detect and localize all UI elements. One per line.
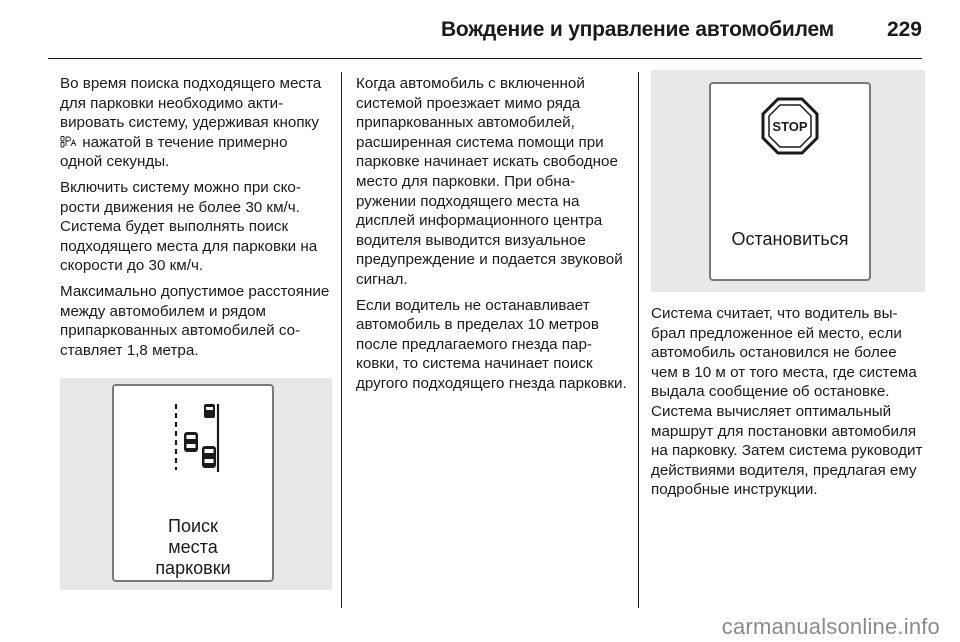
paragraph-search-process: Когда автомобиль с включенной системой проезжает мимо ряда припаркованных автомобилей, расширенная система помощи при парковке начинает искать свободное место для парковки. При обнаружении подходящего места на дисплей информационного центра водителя выводится визуальное предупреждение и подается звуковой сигнал. [356, 75, 623, 288]
header-divider [48, 58, 922, 59]
column-divider-2 [638, 72, 639, 608]
column-2 [356, 74, 628, 400]
figure-stop [651, 70, 925, 292]
watermark: carmanualsonline.info [721, 614, 940, 639]
paragraph-next-slot: Если водитель не останавливает автомобиль в пределах 10 метров после предлагаемого гнезда парковки, то система начинает поиск другого подходящего гнезда парковки. [356, 296, 627, 392]
display-panel-stop [709, 82, 871, 281]
panel-label-stop: Остановиться [731, 229, 849, 249]
column-divider-1 [341, 72, 342, 608]
section-title: Вождение и управление автомобилем [440, 18, 834, 41]
parking-assist-button-icon [60, 135, 78, 148]
parking-search-icon [164, 402, 228, 474]
figure-parking-search [60, 378, 332, 590]
stop-sign-text: STOP [772, 119, 808, 134]
paragraph-activation: Во время поиска подходящего места для парковки необходимо активировать систему, удерживая кнопку нажатой в течение примерно одной секунды. [60, 75, 322, 171]
paragraph-speed: Включить систему можно при скорости движения не более 30 км/ч. Система будет выполнять поиск подходящего места для парковки на скорости до 30 км/ч. [60, 178, 318, 275]
paragraph-distance: Максимально допустимое расстояние между автомобилем и рядом припаркованных автомобилей составляет 1,8 метра. [60, 282, 330, 359]
stop-sign-icon [760, 96, 820, 156]
page-header [0, 0, 960, 62]
display-panel-search [112, 384, 274, 582]
page-number: 229 [886, 18, 922, 41]
paragraph-route: Система считает, что водитель выбрал предложенное ей место, если автомобиль остановился не более чем в 10 м от того места, где система выдала сообщение об остановке. Система вычисляет оптимальный маршрут для постановки автомобиля на парковку. Затем система руководит действиями водителя, предлагая ему подробные инструкции. [651, 305, 923, 499]
column-1 [60, 74, 332, 402]
column-3 [651, 304, 925, 506]
panel-label-search: Поиск места парковки [155, 516, 231, 578]
